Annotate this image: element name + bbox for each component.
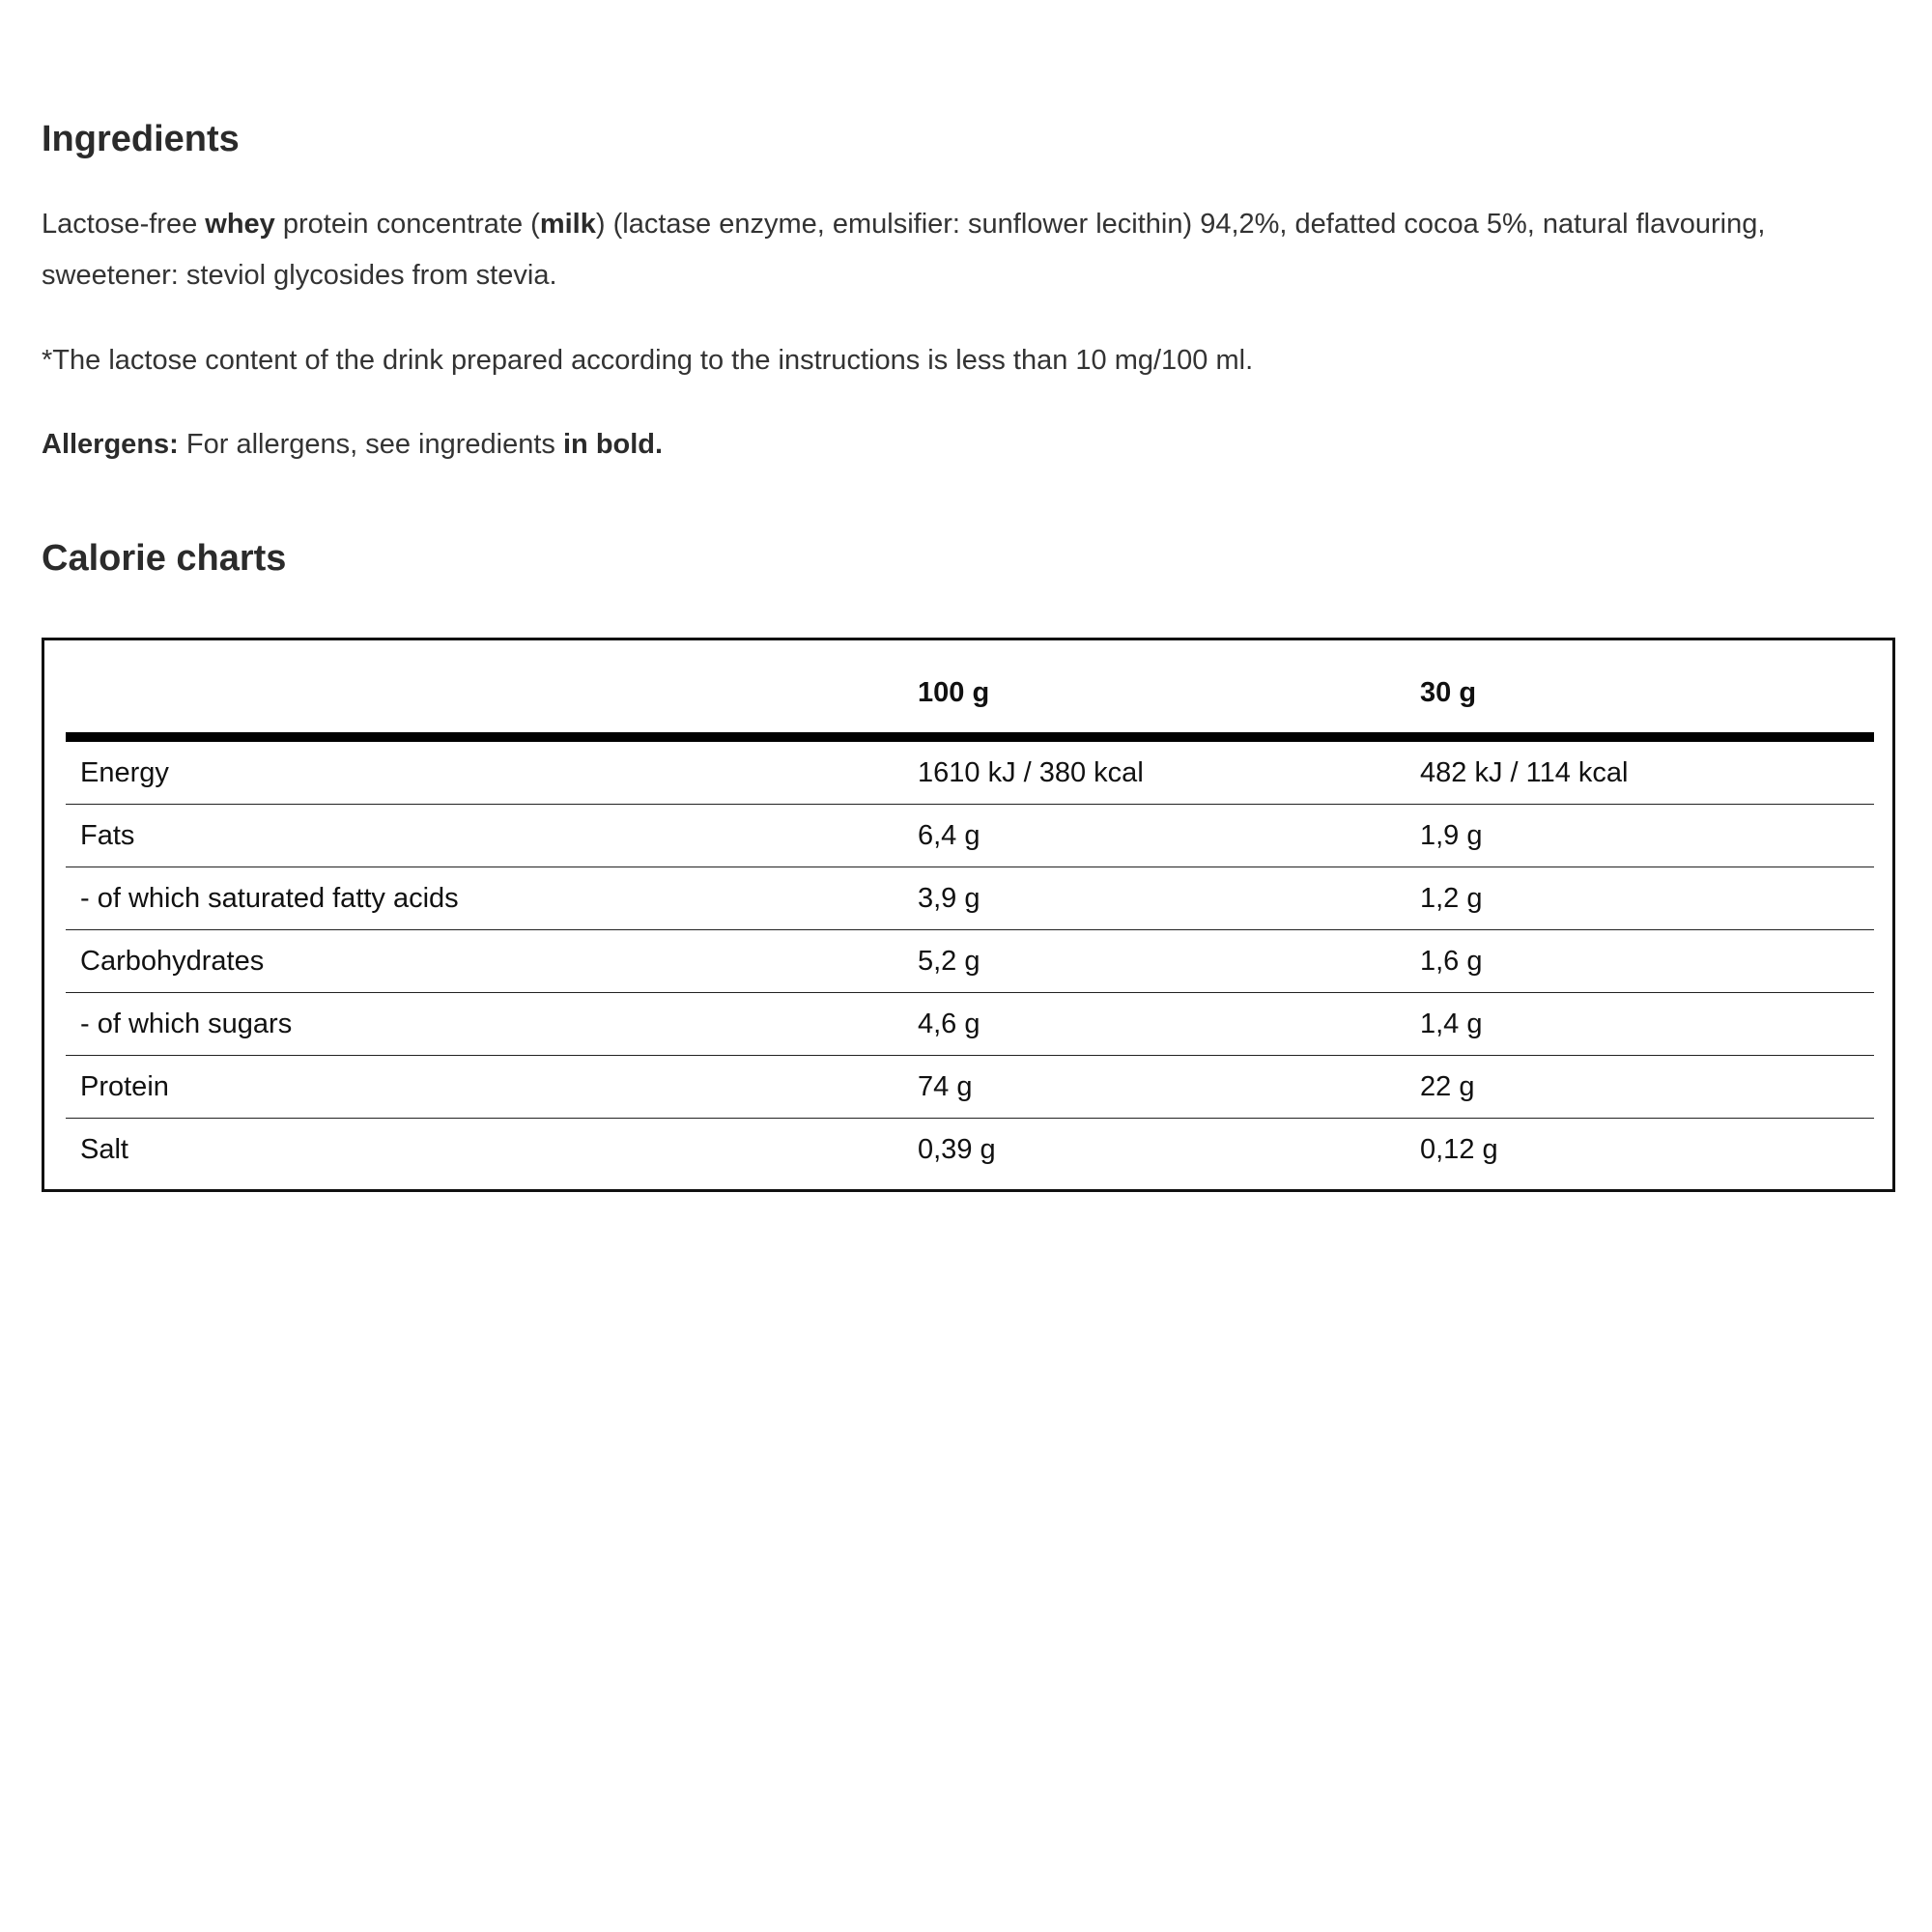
table-row	[66, 805, 1874, 867]
value-per-30g: 482 kJ / 114 kcal	[1406, 737, 1874, 805]
allergen-whey: whey	[205, 209, 275, 240]
value-per-100g: 74 g	[903, 1056, 1406, 1119]
allergen-milk: milk	[539, 209, 596, 240]
nutrition-table	[66, 640, 1874, 1180]
value-per-30g: 1,4 g	[1406, 993, 1874, 1056]
value-per-100g: 6,4 g	[903, 805, 1406, 867]
value-per-100g: 3,9 g	[903, 867, 1406, 930]
allergens-line	[42, 419, 1877, 470]
nutrient-name: Protein	[66, 1056, 903, 1119]
table-row	[66, 867, 1874, 930]
nutrient-name: - of which saturated fatty acids	[66, 867, 903, 930]
value-per-30g: 1,6 g	[1406, 930, 1874, 993]
table-row	[66, 930, 1874, 993]
value-per-30g: 0,12 g	[1420, 1133, 1498, 1165]
ingredients-text-part: ) (lactase enzyme, emulsifier: sunflower lecithin) 94,2%, defatted cocoa 5%, natural flavouring, sweetener: steviol glycosides from stevia.	[42, 209, 1766, 291]
table-row	[66, 737, 1874, 805]
nutrient-name: Energy	[66, 737, 903, 805]
ingredients-text-part: protein concentrate (	[274, 209, 540, 240]
nutrition-header-row	[66, 640, 1874, 737]
value-per-30g: 1,2 g	[1406, 867, 1874, 930]
per-30g-column-header: 30 g	[1406, 640, 1874, 737]
table-row	[66, 1119, 1874, 1181]
nutrition-table-box	[42, 638, 1895, 1192]
value-per-30g: 1,9 g	[1406, 805, 1874, 867]
table-row	[66, 1056, 1874, 1119]
value-per-100g: 4,6 g	[903, 993, 1406, 1056]
ingredients-text	[42, 199, 1877, 301]
allergens-label: Allergens:	[42, 429, 179, 460]
ingredients-text-part: Lactose-free	[42, 209, 206, 240]
lactose-note: *The lactose content of the drink prepared according to the instructions is less than 10 mg/100 ml.	[42, 345, 1254, 376]
allergens-bold-note: in bold.	[562, 429, 664, 460]
nutrient-name: Fats	[66, 805, 903, 867]
value-per-100g: 5,2 g	[903, 930, 1406, 993]
value-per-30g: 22 g	[1406, 1056, 1874, 1119]
table-row	[66, 993, 1874, 1056]
ingredients-heading: Ingredients	[42, 119, 240, 159]
allergens-text: For allergens, see ingredients	[178, 429, 563, 460]
nutrient-name: Salt	[80, 1133, 128, 1165]
per-100g-column-header: 100 g	[903, 640, 1406, 737]
value-per-100g: 1610 kJ / 380 kcal	[903, 737, 1406, 805]
nutrient-name: - of which sugars	[66, 993, 903, 1056]
calorie-charts-heading: Calorie charts	[42, 538, 287, 579]
nutrient-name: Carbohydrates	[66, 930, 903, 993]
nutrient-column-header	[66, 640, 903, 737]
value-per-100g: 0,39 g	[918, 1133, 996, 1165]
